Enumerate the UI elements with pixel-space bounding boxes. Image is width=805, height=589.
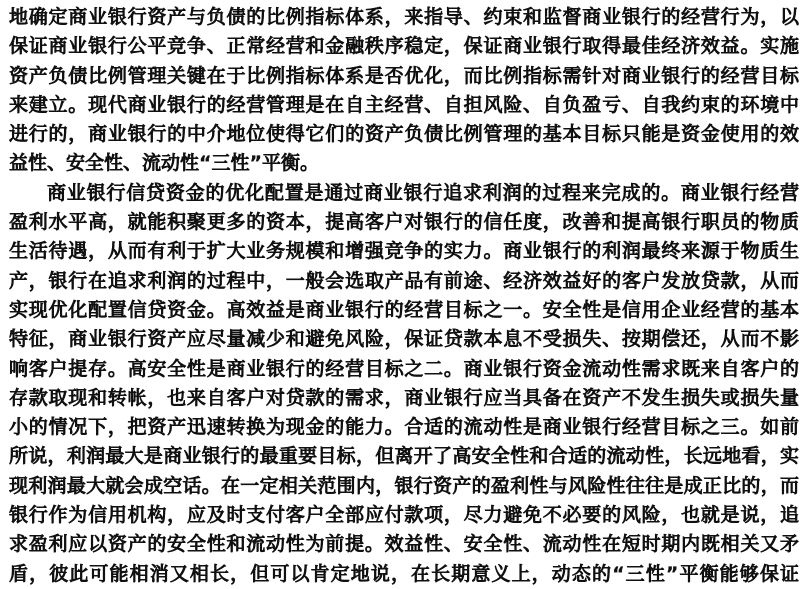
text-line: 保证商业银行公平竞争、正常经营和金融秩序稳定，保证商业银行取得最佳经济效益。实施	[9, 35, 799, 58]
text-line: 进行的，商业银行的中介地位使得它们的资产负债比例管理的基本目标只能是资金使用的效	[9, 123, 799, 146]
text-line: 生活待遇，从而有利于扩大业务规模和增强竞争的实力。商业银行的利润最终来源于物质生	[9, 240, 799, 263]
text-line: 盈利水平高，就能积聚更多的资本，提高客户对银行的信任度，改善和提高银行职员的物质	[9, 211, 799, 234]
paragraph-start-line: 商业银行信贷资金的优化配置是通过商业银行追求利润的过程来完成的。商业银行经营	[47, 181, 799, 204]
paragraph-end-line: 益性、安全性、流动性“三性”平衡。	[9, 152, 319, 175]
text-line: 响客户提存。高安全性是商业银行的经营目标之二。商业银行资金流动性需求既来自客户的	[9, 357, 799, 380]
text-line: 特征，商业银行资产应尽量减少和避免风险，保证贷款本息不受损失、按期偿还，从而不影	[9, 328, 799, 351]
text-line: 小的情况下，把资产迅速转换为现金的能力。合适的流动性是商业银行经营目标之三。如前	[9, 416, 799, 439]
text-line: 所说，利润最大是商业银行的最重要目标，但离开了高安全性和合适的流动性，长远地看，实	[9, 445, 799, 468]
text-line: 地确定商业银行资产与负债的比例指标体系，来指导、约束和监督商业银行的经营行为，以	[9, 6, 799, 28]
text-line: 求盈利应以资产的安全性和流动性为前提。效益性、安全性、流动性在短时期内既相关又矛	[9, 533, 799, 556]
text-line: 资产负债比例管理关键在于比例指标体系是否优化，而比例指标需针对商业银行的经营目标	[9, 64, 799, 87]
text-line: 来建立。现代商业银行的经营管理是在自主经营、自担风险、自负盈亏、自我约束的环境中	[9, 93, 799, 116]
text-line: 产，银行在追求利润的过程中，一般会选取产品有前途、经济效益好的客户发放贷款，从而	[9, 269, 799, 292]
text-line: 现利润最大就会成空话。在一定相关范围内，银行资产的盈利性与风险性往往是成正比的，而	[9, 474, 799, 497]
text-line: 存款取现和转帐，也来自客户对贷款的需求，商业银行应当具备在资产不发生损失或损失量	[9, 386, 799, 409]
text-line: 银行作为信用机构，应及时支付客户全部应付款项，尽力避免不必要的风险，也就是说，追	[9, 504, 799, 527]
text-line: 盾，彼此可能相消又相长，但可以肯定地说，在长期意义上，动态的“三性”平衡能够保证	[9, 562, 799, 585]
text-line: 实现优化配置信贷资金。高效益是商业银行的经营目标之一。安全性是信用企业经营的基本	[9, 298, 799, 321]
